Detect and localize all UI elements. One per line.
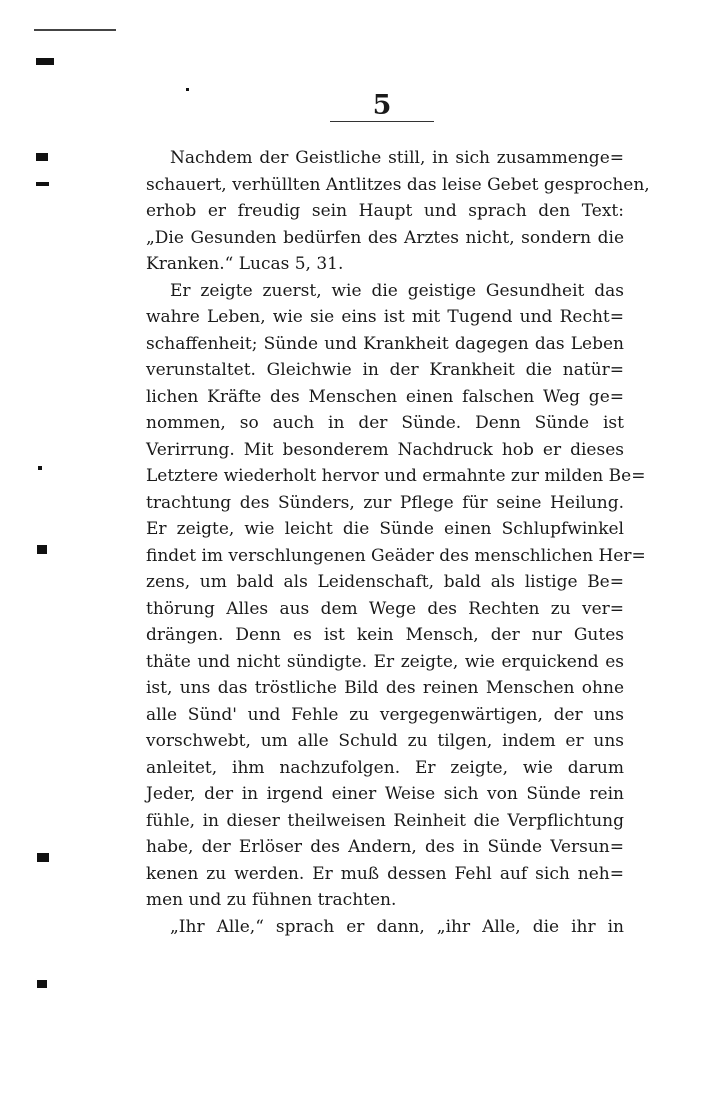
text-line: schauert, verhüllten Antlitzes das leise Gebet gesprochen, <box>146 174 650 195</box>
text-line: wahre Leben, wie sie eins ist mit Tugend und Recht= <box>146 307 624 327</box>
margin-mark <box>37 853 49 862</box>
text-line: vorschwebt, um alle Schuld zu tilgen, indem er uns <box>146 731 624 751</box>
body-text <box>146 145 650 940</box>
text-line: Er zeigte, wie leicht die Sünde einen Schlupfwinkel <box>146 519 624 539</box>
text-line: kenen zu werden. Er muß dessen Fehl auf sich neh= <box>146 863 624 884</box>
text-line: alle Sünd' und Fehle zu vergegenwärtigen, der uns <box>146 704 624 725</box>
text-line: lichen Kräfte des Menschen einen falschen Weg ge= <box>146 386 624 407</box>
margin-mark <box>38 466 42 470</box>
margin-mark <box>186 88 189 91</box>
text-line: schaffenheit; Sünde und Krankheit dagegen das Leben <box>146 333 624 354</box>
text-line: ist, uns das tröstliche Bild des reinen Menschen ohne <box>146 678 624 698</box>
margin-mark <box>36 58 54 65</box>
text-line: Letztere wiederholt hervor und ermahnte zur milden Be= <box>146 466 646 486</box>
text-line: anleitet, ihm nachzufolgen. Er zeigte, wie darum <box>146 757 624 778</box>
text-line: thäte und nicht sündigte. Er zeigte, wie erquickend es <box>146 651 624 672</box>
text-line: erhob er freudig sein Haupt und sprach den Text: <box>146 201 624 221</box>
text-line: drängen. Denn es ist kein Mensch, der nur Gutes <box>146 625 624 645</box>
text-line: verunstaltet. Gleichwie in der Krankheit die natür= <box>146 360 624 380</box>
text-line: Verirrung. Mit besonderem Nachdruck hob er dieses <box>146 439 624 460</box>
text-line: nommen, so auch in der Sünde. Denn Sünde ist <box>146 413 624 433</box>
page-number-rule <box>330 121 434 122</box>
text-line: Nachdem der Geistliche still, in sich zusammenge= <box>170 148 624 168</box>
margin-mark <box>36 153 48 161</box>
text-line: „Ihr Alle,“ sprach er dann, „ihr Alle, die ihr in <box>170 916 624 937</box>
text-line: zens, um bald als Leidenschaft, bald als listige Be= <box>146 572 624 592</box>
margin-mark <box>36 182 49 186</box>
text-line: fühle, in dieser theilweisen Reinheit die Verpflichtung <box>146 810 624 831</box>
text-line: habe, der Erlöser des Andern, des in Sünde Versun= <box>146 837 624 857</box>
text-line: Jeder, der in irgend einer Weise sich von Sünde rein <box>146 784 624 804</box>
text-line: Er zeigte zuerst, wie die geistige Gesundheit das <box>170 280 624 301</box>
text-line: trachtung des Sünders, zur Pflege für seine Heilung. <box>146 492 624 513</box>
margin-mark <box>37 545 47 554</box>
top-rule <box>34 29 116 31</box>
text-line: thörung Alles aus dem Wege des Rechten zu ver= <box>146 598 624 619</box>
page-number: 5 <box>372 90 392 121</box>
text-line: „Die Gesunden bedürfen des Arztes nicht, sondern die <box>146 227 624 248</box>
margin-mark <box>37 980 47 988</box>
text-line: Kranken.“ Lucas 5, 31. <box>146 254 344 274</box>
text-line: men und zu fühnen trachten. <box>146 890 397 910</box>
text-line: findet im verschlungenen Geäder des menschlichen Her= <box>146 545 646 566</box>
